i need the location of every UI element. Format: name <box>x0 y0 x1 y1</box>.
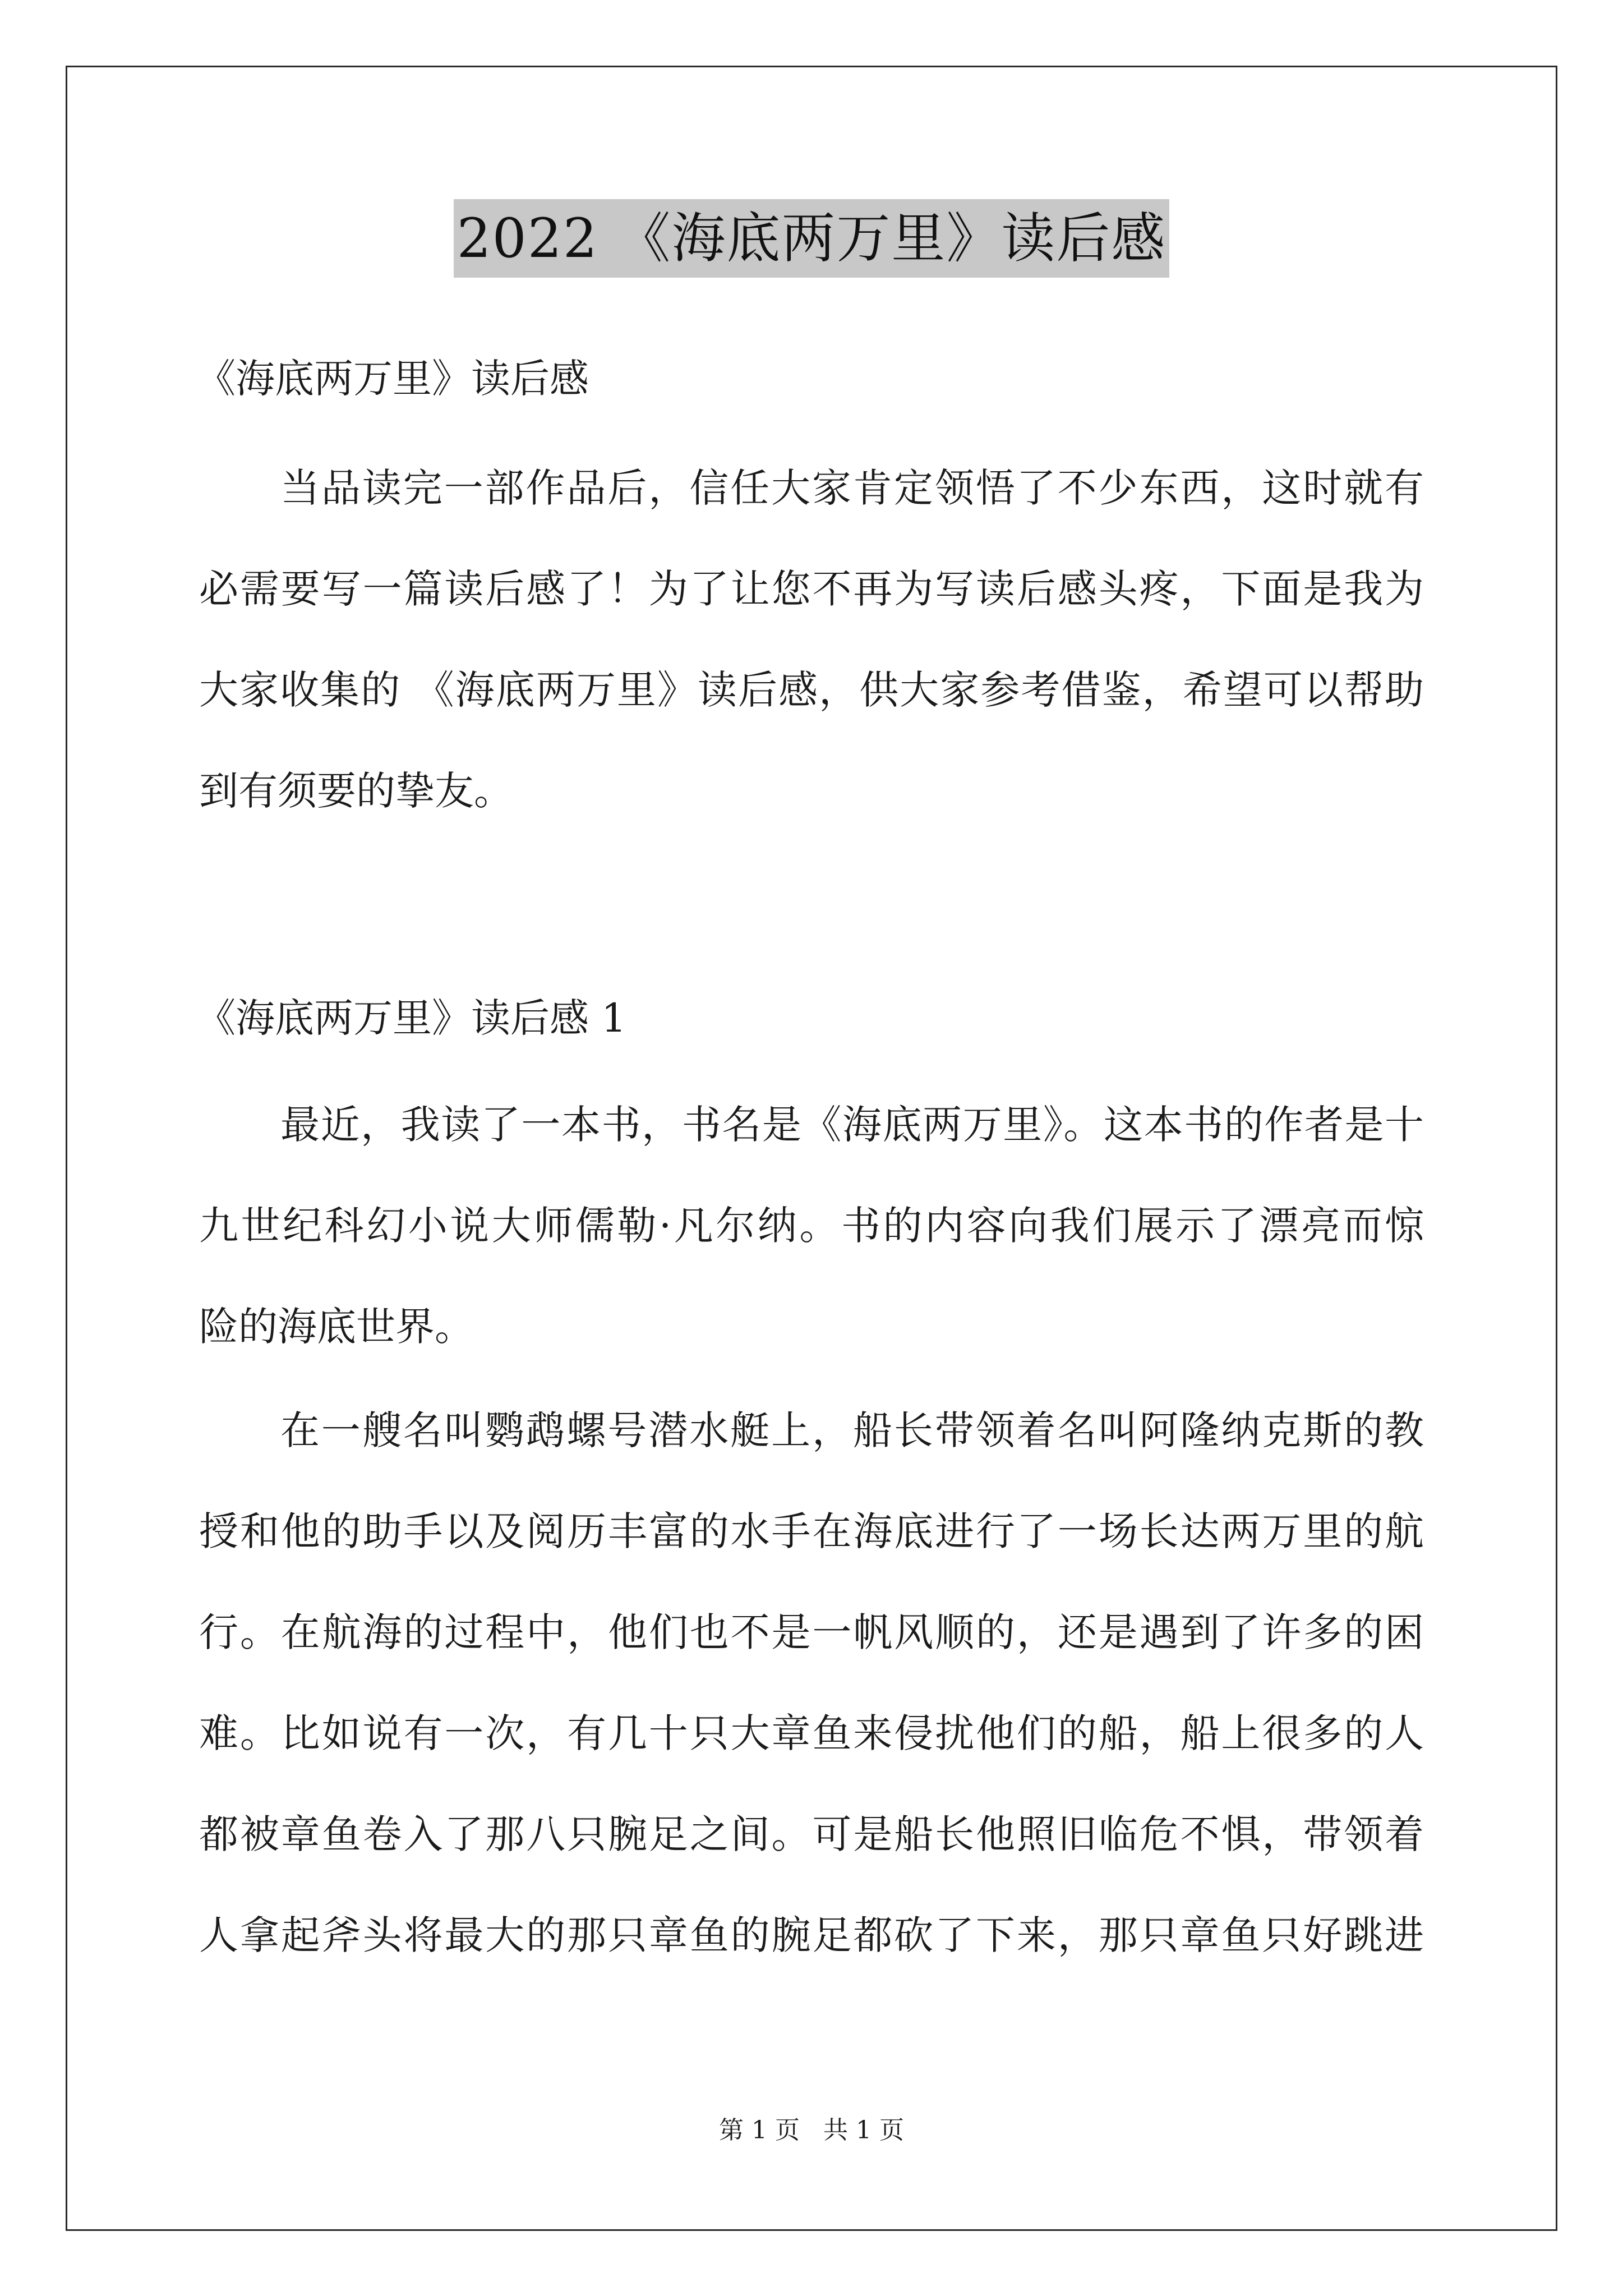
page-footer <box>0 2114 1623 2147</box>
page-total: 共 1 页 <box>823 2116 904 2145</box>
paragraph-line: 难。比如说有一次，有几十只大章鱼来侵扰他们的船，船上很多的人 <box>199 1710 1424 1756</box>
paragraph-line: 人拿起斧头将最大的那只章鱼的腕足都砍了下来，那只章鱼只好跳进 <box>199 1912 1424 1958</box>
paragraph-line: 行。在航海的过程中，他们也不是一帆风顺的，还是遇到了许多的困 <box>199 1609 1424 1655</box>
intro-line: 当品读完一部作品后，信任大家肯定领悟了不少东西，这时就有 <box>280 465 1424 511</box>
page-number: 第 1 页 <box>719 2116 800 2145</box>
paragraph-line: 在一艘名叫鹦鹉螺号潜水艇上，船长带领着名叫阿隆纳克斯的教 <box>280 1407 1424 1453</box>
intro-line: 大家收集的 《海底两万里》读后感，供大家参考借鉴，希望可以帮助 <box>199 667 1424 713</box>
paragraph-line: 都被章鱼卷入了那八只腕足之间。可是船长他照旧临危不惧，带领着 <box>199 1811 1424 1857</box>
section-heading: 《海底两万里》读后感 1 <box>196 995 626 1041</box>
intro-line: 到有须要的挚友。 <box>199 768 513 814</box>
intro-line: 必需要写一篇读后感了！为了让您不再为写读后感头疼，下面是我为 <box>199 566 1424 612</box>
document-title: 2022 《海底两万里》读后感 <box>454 199 1170 278</box>
document-subtitle: 《海底两万里》读后感 <box>196 356 589 402</box>
paragraph-line: 最近，我读了一本书，书名是《海底两万里》。这本书的作者是十 <box>280 1102 1424 1148</box>
paragraph-line: 授和他的助手以及阅历丰富的水手在海底进行了一场长达两万里的航 <box>199 1508 1424 1554</box>
paragraph-line: 九世纪科幻小说大师儒勒·凡尔纳。书的内容向我们展示了漂亮而惊 <box>199 1203 1424 1249</box>
paragraph-line: 险的海底世界。 <box>199 1304 474 1350</box>
